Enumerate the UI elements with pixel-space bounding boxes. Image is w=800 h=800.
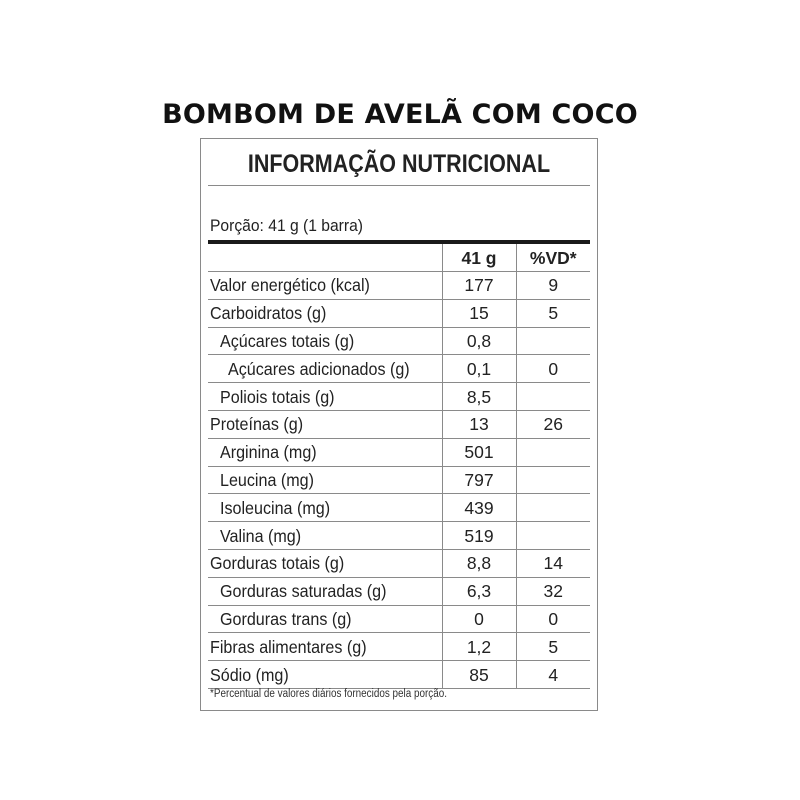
nutrient-daily-value <box>516 383 590 411</box>
label-header: INFORMAÇÃO NUTRICIONAL <box>247 150 551 178</box>
nutrient-quantity: 6,3 <box>442 577 516 605</box>
nutrient-daily-value <box>516 438 590 466</box>
nutrient-daily-value <box>516 522 590 550</box>
nutrient-name-text: Proteínas (g) <box>210 414 304 435</box>
nutrition-label <box>200 138 598 711</box>
nutrient-quantity: 519 <box>442 522 516 550</box>
table-row <box>208 272 590 300</box>
table-row <box>208 299 590 327</box>
nutrient-daily-value: 0 <box>516 605 590 633</box>
nutrient-name <box>208 522 442 550</box>
nutrient-name <box>208 577 442 605</box>
nutrient-daily-value: 26 <box>516 410 590 438</box>
nutrient-quantity: 0,8 <box>442 327 516 355</box>
nutrient-quantity: 439 <box>442 494 516 522</box>
column-header-quantity: 41 g <box>442 244 516 272</box>
nutrient-name <box>208 299 442 327</box>
table-row <box>208 438 590 466</box>
nutrient-name-text: Arginina (mg) <box>220 442 317 463</box>
footnote: *Percentual de valores diários fornecidos pela porção. <box>210 688 447 700</box>
nutrient-name-text: Isoleucina (mg) <box>220 497 331 518</box>
nutrient-quantity: 1,2 <box>442 633 516 661</box>
nutrient-quantity: 797 <box>442 466 516 494</box>
nutrient-name <box>208 549 442 577</box>
nutrient-daily-value: 4 <box>516 661 590 689</box>
nutrient-quantity: 177 <box>442 272 516 300</box>
nutrient-name <box>208 661 442 689</box>
nutrient-quantity: 0 <box>442 605 516 633</box>
nutrient-daily-value: 0 <box>516 355 590 383</box>
table-row <box>208 522 590 550</box>
nutrient-name-text: Gorduras totais (g) <box>210 553 345 574</box>
nutrient-name-text: Fibras alimentares (g) <box>210 636 367 657</box>
nutrient-name <box>208 327 442 355</box>
nutrient-name-text: Poliois totais (g) <box>220 386 335 407</box>
nutrient-name-text: Açúcares totais (g) <box>220 330 355 351</box>
nutrient-name-text: Valor energético (kcal) <box>210 275 370 296</box>
nutrient-name <box>208 355 442 383</box>
column-header-daily-value: %VD* <box>516 244 590 272</box>
nutrient-name <box>208 466 442 494</box>
nutrient-quantity: 501 <box>442 438 516 466</box>
table-row <box>208 633 590 661</box>
nutrient-daily-value: 32 <box>516 577 590 605</box>
nutrient-quantity: 15 <box>442 299 516 327</box>
header-divider <box>208 185 590 186</box>
nutrient-daily-value <box>516 494 590 522</box>
nutrient-quantity: 0,1 <box>442 355 516 383</box>
table-row <box>208 494 590 522</box>
table-row <box>208 466 590 494</box>
nutrient-quantity: 8,8 <box>442 549 516 577</box>
nutrient-daily-value: 5 <box>516 633 590 661</box>
nutrient-name-text: Valina (mg) <box>220 525 302 546</box>
nutrient-quantity: 85 <box>442 661 516 689</box>
nutrient-quantity: 13 <box>442 410 516 438</box>
nutrient-daily-value <box>516 466 590 494</box>
table-row <box>208 327 590 355</box>
nutrition-table-body <box>208 272 590 689</box>
nutrient-name-text: Sódio (mg) <box>210 664 289 685</box>
nutrient-name <box>208 383 442 411</box>
table-row <box>208 410 590 438</box>
nutrient-name <box>208 605 442 633</box>
product-title: BOMBOM DE AVELÃ COM COCO <box>162 99 638 130</box>
nutrient-name-text: Carboidratos (g) <box>210 303 327 324</box>
nutrient-daily-value: 14 <box>516 549 590 577</box>
table-row <box>208 549 590 577</box>
nutrient-daily-value: 5 <box>516 299 590 327</box>
nutrient-name-text: Gorduras saturadas (g) <box>220 581 387 602</box>
table-row <box>208 605 590 633</box>
portion-info: Porção: 41 g (1 barra) <box>210 216 364 235</box>
nutrient-quantity: 8,5 <box>442 383 516 411</box>
nutrient-name <box>208 272 442 300</box>
table-header-row <box>208 244 590 272</box>
nutrient-name-text: Gorduras trans (g) <box>220 608 352 629</box>
nutrient-name-text: Leucina (mg) <box>220 469 314 490</box>
nutrient-name <box>208 438 442 466</box>
nutrition-table <box>208 244 590 689</box>
table-row <box>208 577 590 605</box>
table-row <box>208 355 590 383</box>
column-header-nutrient <box>208 244 442 272</box>
nutrient-daily-value: 9 <box>516 272 590 300</box>
table-row <box>208 383 590 411</box>
nutrient-name <box>208 494 442 522</box>
nutrient-daily-value <box>516 327 590 355</box>
table-row <box>208 661 590 689</box>
nutrient-name <box>208 633 442 661</box>
nutrient-name-text: Açúcares adicionados (g) <box>228 358 410 379</box>
nutrient-name <box>208 410 442 438</box>
